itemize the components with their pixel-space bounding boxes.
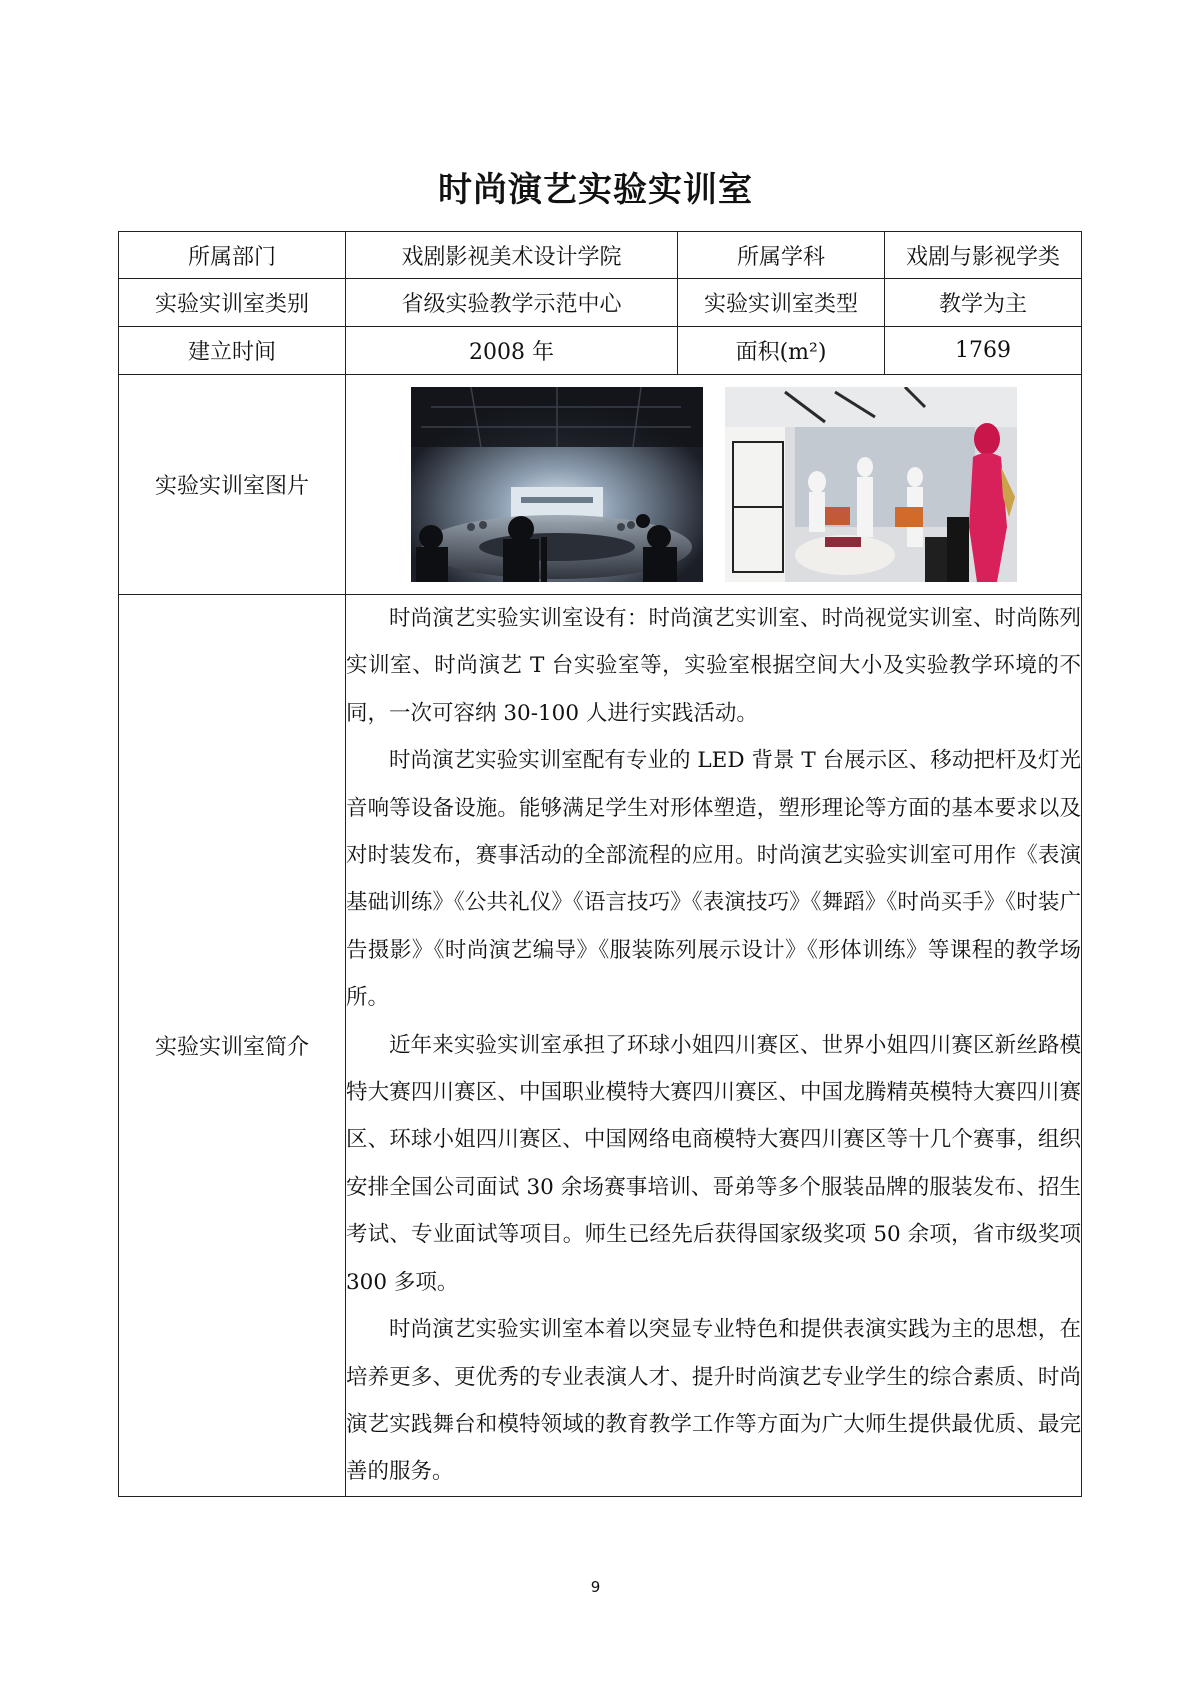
lab-info-table bbox=[118, 231, 1082, 1497]
category-label: 实验实训室类别 bbox=[119, 279, 346, 327]
type-label: 实验实训室类型 bbox=[678, 279, 885, 327]
established-label: 建立时间 bbox=[119, 327, 346, 375]
type-value: 教学为主 bbox=[885, 279, 1082, 327]
category-value: 省级实验教学示范中心 bbox=[346, 279, 678, 327]
mannequin-display-photo bbox=[725, 387, 1017, 582]
intro-content bbox=[346, 595, 1082, 1497]
intro-paragraph: 时尚演艺实验实训室本着以突显专业特色和提供表演实践为主的思想，在培养更多、更优秀的专业表演人才、提升时尚演艺专业学生的综合素质、时尚演艺实践舞台和模特领域的教育教学工作等方面为广大师生提供最优质、最完善的服务。 bbox=[346, 1317, 1081, 1485]
intro-paragraph: 近年来实验实训室承担了环球小姐四川赛区、世界小姐四川赛区新丝路模特大赛四川赛区、中国职业模特大赛四川赛区、中国龙腾精英模特大赛四川赛区、环球小姐四川赛区、中国网络电商模特大赛四川赛区等十几个赛事，组织安排全国公司面试 30 余场赛事培训、哥弟等多个服装品牌的服装发布、招生考试、专业面试等项目。师生已经先后获得国家级奖项 50 余项，省市级奖项 300 多项。 bbox=[346, 1032, 1081, 1295]
area-value: 1769 bbox=[885, 327, 1082, 375]
photos-cell bbox=[346, 375, 1082, 595]
established-value: 2008 年 bbox=[346, 327, 678, 375]
dept-value: 戏剧影视美术设计学院 bbox=[346, 232, 678, 279]
intro-label: 实验实训室简介 bbox=[119, 595, 346, 1497]
subject-value: 戏剧与影视学类 bbox=[885, 232, 1082, 279]
intro-paragraph: 时尚演艺实验实训室配有专业的 LED 背景 T 台展示区、移动把杆及灯光音响等设备设施。能够满足学生对形体塑造，塑形理论等方面的基本要求以及对时装发布，赛事活动的全部流程的应用。时尚演艺实验实训室可用作《表演基础训练》《公共礼仪》《语言技巧》《表演技巧》《舞蹈》《时尚买手》《时装广告摄影》《时尚演艺编导》《服装陈列展示设计》《形体训练》等课程的教学场所。 bbox=[346, 748, 1081, 1011]
area-label: 面积(m²) bbox=[678, 327, 885, 375]
dept-label: 所属部门 bbox=[119, 232, 346, 279]
runway-stage-photo bbox=[411, 387, 703, 582]
page-title: 时尚演艺实验实训室 bbox=[438, 170, 753, 210]
subject-label: 所属学科 bbox=[678, 232, 885, 279]
intro-paragraph: 时尚演艺实验实训室设有：时尚演艺实训室、时尚视觉实训室、时尚陈列实训室、时尚演艺 T 台实验室等，实验室根据空间大小及实验教学环境的不同，一次可容纳 30-100 人进行实践活动。 bbox=[346, 606, 1081, 726]
page-number: 9 bbox=[590, 1578, 601, 1596]
photos-label: 实验实训室图片 bbox=[119, 375, 346, 595]
